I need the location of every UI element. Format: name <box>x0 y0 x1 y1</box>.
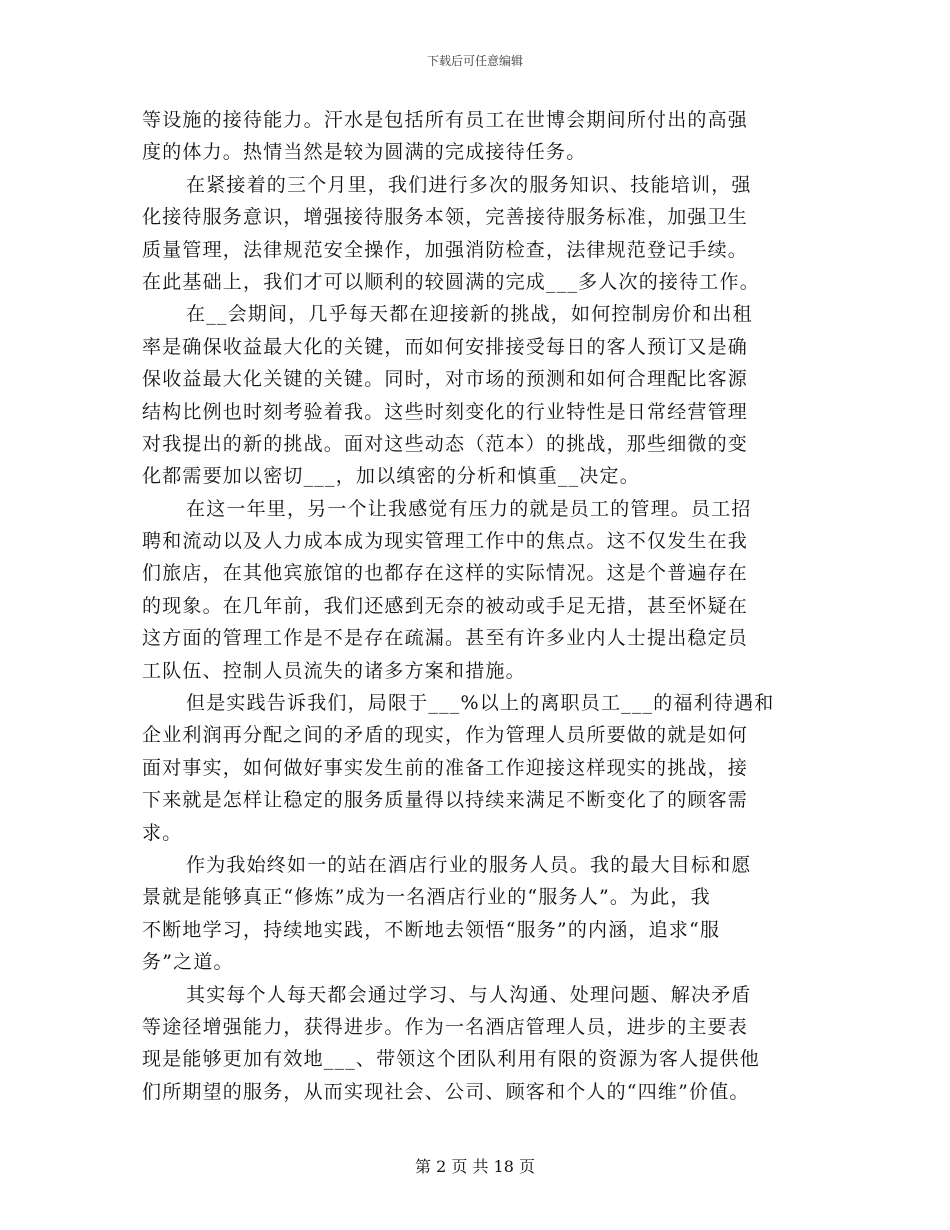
text-line: 在__会期间，几乎每天都在迎接新的挑战，如何控制房价和出租 <box>186 303 753 326</box>
text-line: 景就是能够真正“修炼”成为一名酒店行业的“服务人”。为此，我 <box>142 886 711 909</box>
text-line: 但是实践告诉我们，局限于___%以上的离职员工___的福利待遇和 <box>186 692 775 715</box>
text-line: 下来就是怎样让稳定的服务质量得以持续来满足不断变化了的顾客需 <box>142 789 749 812</box>
text-line: 对我提出的新的挑战。面对这些动态（范本）的挑战，那些细微的变 <box>142 432 749 455</box>
text-line: 这方面的管理工作是不是存在疏漏。甚至有许多业内人士提出稳定员 <box>142 627 749 650</box>
text-line: 不断地学习，持续地实践，不断地去领悟“服务”的内涵，追求“服 <box>142 918 721 941</box>
text-line: 等设施的接待能力。汗水是包括所有员工在世博会期间所付出的高强 <box>142 109 749 131</box>
text-line: 在这一年里，另一个让我感觉有压力的就是员工的管理。员工招 <box>186 497 752 520</box>
text-line: 作为我始终如一的站在酒店行业的服务人员。我的最大目标和愿 <box>186 853 752 876</box>
document-body <box>142 104 807 1108</box>
page-header-note: 下载后可任意编辑 <box>426 54 523 68</box>
text-line: 其实每个人每天都会通过学习、与人沟通、处理问题、解决矛盾 <box>186 983 752 1006</box>
text-line: 结构比例也时刻考验着我。这些时刻变化的行业特性是日常经营管理 <box>142 400 749 423</box>
text-line: 度的体力。热情当然是较为圆满的完成接待任务。 <box>142 141 587 164</box>
text-line: 务”之道。 <box>142 951 234 974</box>
text-line: 们所期望的服务，从而实现社会、公司、顾客和个人的“四维”价值。 <box>142 1080 750 1103</box>
page-number: 第 2 页 共 18 页 <box>415 1157 535 1176</box>
text-line: 保收益最大化关键的关键。同时，对市场的预测和如何合理配比客源 <box>142 368 749 391</box>
text-line: 工队伍、控制人员流失的诸多方案和措施。 <box>142 659 526 682</box>
text-line: 求。 <box>142 821 183 844</box>
text-line: 在此基础上，我们才可以顺利的较圆满的完成___多人次的接待工作。 <box>142 270 760 293</box>
text-line: 的现象。在几年前，我们还感到无奈的被动或手足无措，甚至怀疑在 <box>142 594 749 617</box>
text-line: 现是能够更加有效地___、带领这个团队利用有限的资源为客人提供他 <box>142 1048 760 1071</box>
text-line: 等途径增强能力，获得进步。作为一名酒店管理人员，进步的主要表 <box>142 1015 749 1038</box>
text-line: 们旅店，在其他宾旅馆的也都存在这样的实际情况。这是个普遍存在 <box>142 562 749 585</box>
text-line: 企业利润再分配之间的矛盾的现实，作为管理人员所要做的就是如何 <box>142 724 749 747</box>
text-line: 聘和流动以及人力成本成为现实管理工作中的焦点。这不仅发生在我 <box>142 530 749 553</box>
text-line: 面对事实，如何做好事实发生前的准备工作迎接这样现实的挑战，接 <box>142 756 749 779</box>
text-line: 化接待服务意识，增强接待服务本领，完善接待服务标准，加强卫生 <box>142 206 749 229</box>
text-line: 质量管理，法律规范安全操作，加强消防检查，法律规范登记手续。 <box>142 238 749 261</box>
text-line: 率是确保收益最大化的关键，而如何安排接受每日的客人预订又是确 <box>142 335 749 358</box>
text-line: 化都需要加以密切___，加以缜密的分析和慎重__决定。 <box>142 465 640 488</box>
text-line: 在紧接着的三个月里，我们进行多次的服务知识、技能培训，强 <box>186 173 752 196</box>
